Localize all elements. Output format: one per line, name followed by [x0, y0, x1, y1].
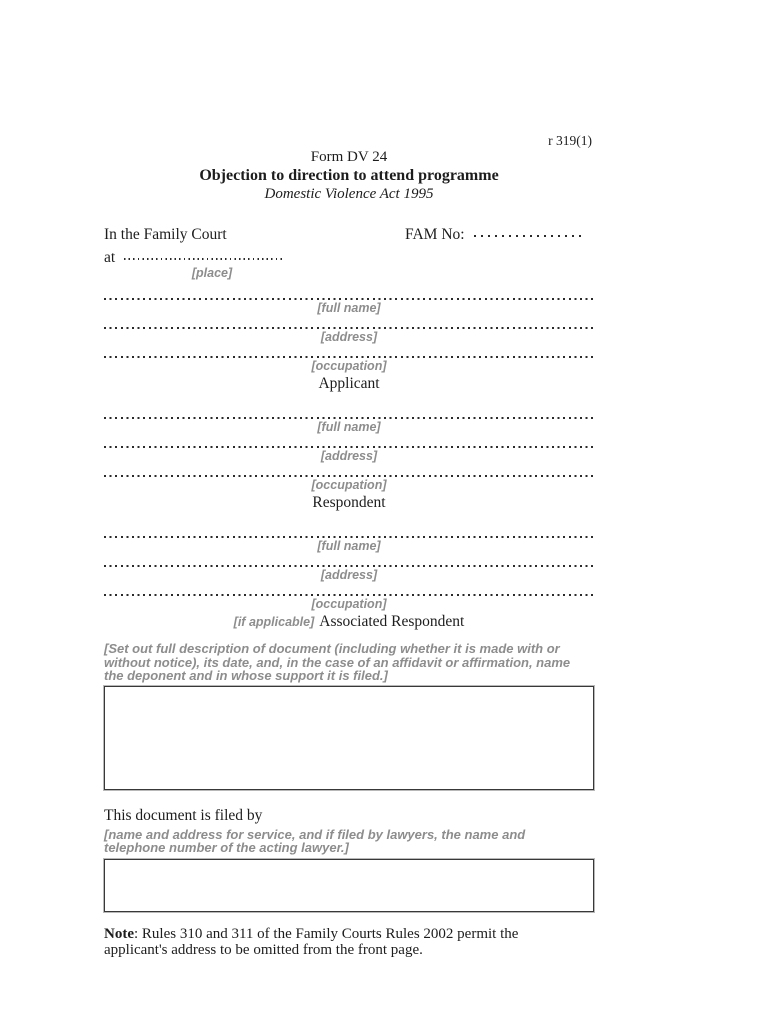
applicant-address-fill-line: [104, 327, 594, 329]
applicant-name-fill-line: [104, 298, 594, 300]
court-row: [104, 225, 594, 244]
fam-no-label: FAM No:: [405, 226, 465, 243]
associated-role-text: Associated Respondent: [319, 613, 465, 630]
court-place-row: [104, 248, 594, 267]
filed-by-box: [104, 859, 594, 912]
applicant-role-label: [104, 375, 594, 393]
address-hint: [address]: [320, 449, 378, 463]
applicant-address-row: [104, 327, 594, 344]
occupation-hint: [occupation]: [311, 597, 387, 611]
respondent-role-text: Respondent: [312, 494, 386, 511]
applicant-name-row: [104, 298, 594, 315]
respondent-occupation-fill-line: [104, 475, 594, 477]
associated-occupation-fill-line: [104, 594, 594, 596]
form-title: Objection to direction to attend programme: [199, 167, 499, 184]
associated-name-row: [104, 536, 594, 553]
at-label: at: [104, 249, 116, 266]
footer-note: [104, 926, 584, 959]
associated-name-fill-line: [104, 536, 594, 538]
note-text: : Rules 310 and 311 of the Family Courts Rules 2002 permit the applicant's address to be omitted from the front page.: [104, 925, 519, 958]
full-name-hint: [full name]: [317, 420, 381, 434]
note-label: Note: [104, 925, 134, 942]
address-hint: [address]: [320, 330, 378, 344]
applicant-occupation-fill-line: [104, 356, 594, 358]
description-box: [104, 686, 594, 790]
if-applicable-hint: [if applicable]: [233, 615, 315, 629]
address-hint: [address]: [320, 568, 378, 582]
place-fill-line: [124, 258, 284, 260]
full-name-hint: [full name]: [317, 539, 381, 553]
occupation-hint: [occupation]: [311, 478, 387, 492]
associated-address-row: [104, 565, 594, 582]
respondent-occupation-row: [104, 475, 594, 492]
respondent-block: [104, 417, 594, 512]
fam-no-group: [405, 225, 584, 244]
description-instructions: [Set out full description of document (including whether it is made with or without notice), its date, and, in the case of an affidavit or affirmation, name the deponent and in whose support it is filed.]: [104, 641, 571, 683]
associated-address-fill-line: [104, 565, 594, 567]
filed-by-heading: This document is filed by: [104, 806, 263, 824]
respondent-name-fill-line: [104, 417, 594, 419]
respondent-address-row: [104, 446, 594, 463]
act-name: Domestic Violence Act 1995: [264, 186, 434, 202]
associated-respondent-block: [104, 536, 594, 631]
associated-role-label: [104, 613, 594, 631]
respondent-role-label: [104, 494, 594, 512]
associated-occupation-row: [104, 594, 594, 611]
form-page: [104, 0, 594, 959]
fam-no-fill-line: [474, 235, 584, 237]
filed-by-instructions: [name and address for service, and if filed by lawyers, the name and telephone number of the acting lawyer.]: [104, 826, 526, 855]
applicant-occupation-row: [104, 356, 594, 373]
court-label: In the Family Court: [104, 226, 227, 243]
applicant-role-text: Applicant: [318, 375, 380, 392]
respondent-name-row: [104, 417, 594, 434]
full-name-hint: [full name]: [317, 301, 381, 315]
respondent-address-fill-line: [104, 446, 594, 448]
rule-reference: r 319(1): [548, 133, 592, 148]
occupation-hint: [occupation]: [311, 359, 387, 373]
form-number: Form DV 24: [310, 149, 388, 165]
place-hint: [place]: [191, 266, 233, 280]
applicant-block: [104, 298, 594, 393]
